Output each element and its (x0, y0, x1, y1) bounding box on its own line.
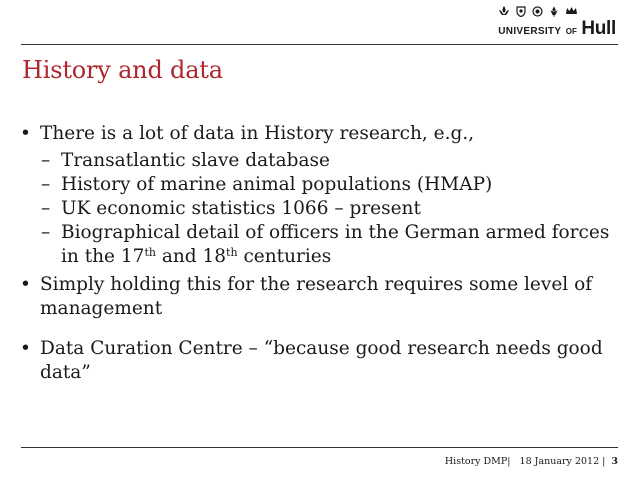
bullet-marker: • (20, 338, 31, 359)
bullet-marker: • (20, 274, 31, 295)
bullet-text-line1: Data Curation Centre – “because good research needs good (40, 338, 603, 359)
fleur-de-lis-icon (498, 6, 510, 16)
bullet-text-line2: management (40, 298, 163, 319)
footer-divider (21, 447, 618, 448)
slide-title: History and data (22, 56, 223, 84)
footer-date: 18 January 2012 | (519, 456, 606, 467)
sub-bullet-text-line1: Biographical detail of officers in the German armed forces (61, 222, 610, 243)
sub-bullet-marker: – (41, 150, 51, 171)
bullet-item (20, 273, 615, 321)
bullet-text: There is a lot of data in History research, e.g., (40, 123, 475, 144)
ordinal-suffix: th (226, 246, 238, 259)
logo-university-text: UNIVERSITY (498, 26, 562, 37)
crown-icon (565, 6, 578, 16)
page-number: 3 (611, 456, 618, 467)
sub-bullet-text: History of marine animal populations (HMAP) (61, 174, 493, 195)
logo-wordmark (498, 18, 616, 40)
sub-bullet-marker: – (41, 174, 51, 195)
bullet-item (20, 122, 615, 146)
sub-bullet-item (20, 221, 615, 269)
sub-bullet-item (20, 197, 615, 221)
bullet-item (20, 337, 615, 385)
logo-hull-text: Hull (581, 18, 616, 39)
footer-presentation: History DMP| (444, 456, 511, 467)
bullet-marker: • (20, 123, 31, 144)
slide-footer (445, 456, 618, 467)
sub-bullet-text: Transatlantic slave database (61, 150, 330, 171)
sub-bullet-text: UK economic statistics 1066 – present (61, 198, 421, 219)
thistle-icon (549, 6, 559, 17)
bullet-text-line2: data” (40, 362, 91, 383)
university-logo (498, 6, 616, 40)
bullet-text-line1: Simply holding this for the research requires some level of (40, 274, 593, 295)
century-text-b: and 18 (155, 246, 227, 267)
sub-bullet-text-line2 (61, 246, 331, 267)
logo-emblems (498, 6, 578, 17)
ordinal-suffix: th (144, 246, 156, 259)
rose-icon (532, 6, 543, 17)
sub-bullet-marker: – (41, 222, 51, 243)
sub-bullet-marker: – (41, 198, 51, 219)
century-text-c: centuries (237, 246, 332, 267)
logo-of-text: OF (565, 27, 577, 36)
slide-body (20, 122, 615, 385)
sub-bullet-item (20, 173, 615, 197)
sub-bullet-item (20, 149, 615, 173)
shield-crest-icon (516, 6, 526, 17)
header-divider (21, 44, 618, 45)
century-text-a: in the 17 (61, 246, 145, 267)
